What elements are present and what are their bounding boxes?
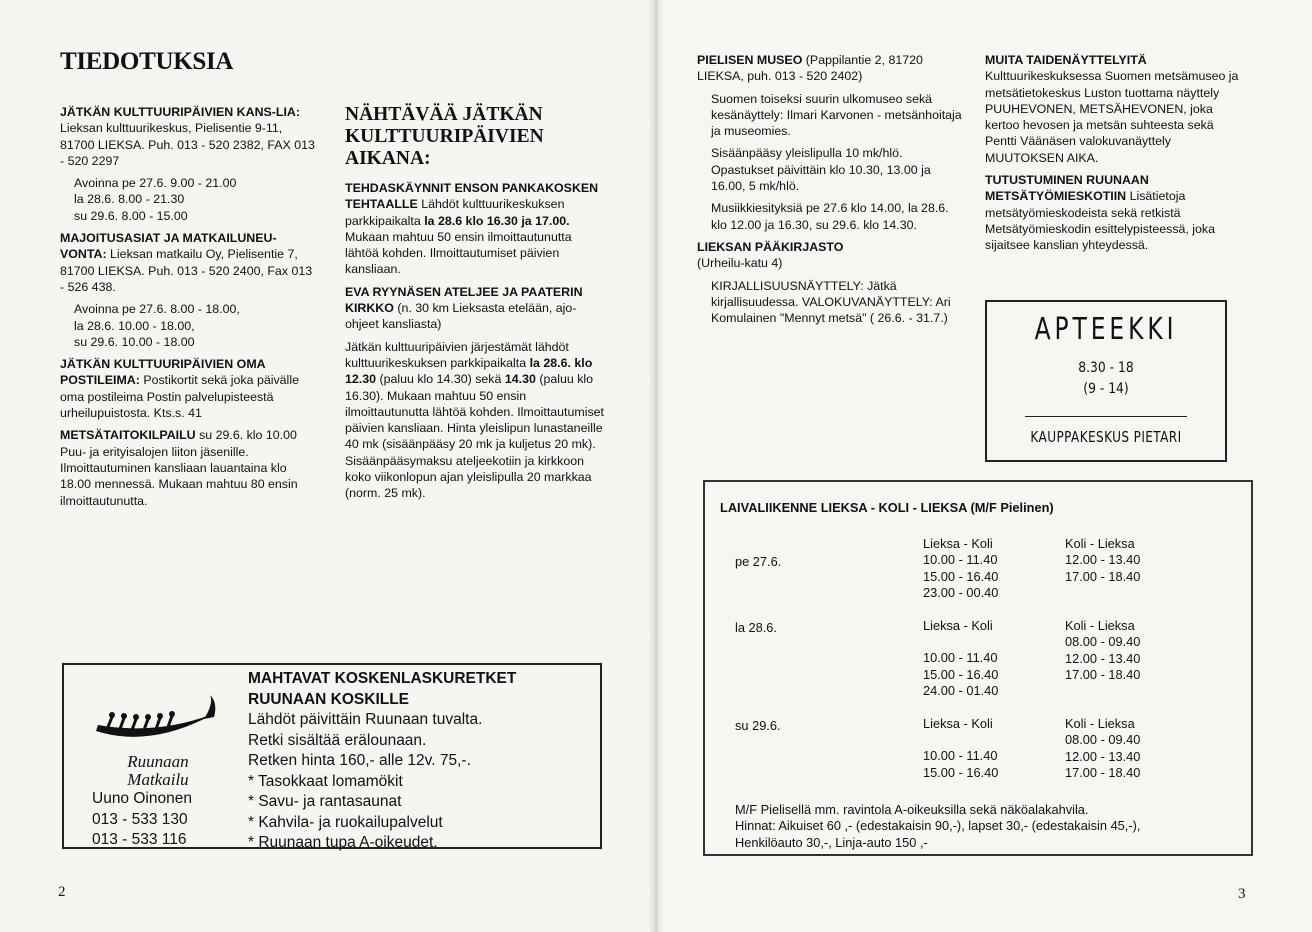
museum-address: (Pappilantie 2, 81720 LIEKSA, puh. 013 - 520 2402): [697, 53, 923, 84]
office-heading: JÄTKÄN KULTTUURIPÄIVIEN KANS-LIA:: [60, 105, 301, 119]
atelier-heading: EVA RYYNÄSEN ATELJEE JA PAATERIN KIRKKO: [345, 284, 583, 316]
route-head: Koli - Lieksa: [1065, 716, 1135, 731]
departure-time: 15.00 - 16.40: [923, 666, 999, 682]
trips-time-2: 14.30: [504, 372, 536, 387]
departure-time: 08.00 - 09.40: [1065, 732, 1141, 748]
tourism-hours-line: Avoinna pe 27.6. 8.00 - 18.00,: [74, 302, 240, 317]
departure-time: 10.00 - 11.40: [923, 552, 998, 568]
contact-phone: 013 - 533 130: [92, 810, 188, 828]
departure-time: 24.00 - 01.40: [923, 683, 999, 699]
atelier-info: [345, 284, 605, 333]
tourism-hours: [60, 301, 315, 350]
departure-time: 15.00 - 16.40: [923, 764, 999, 780]
right-column-2: [985, 52, 1240, 260]
ad-line: Retken hinta 160,- alle 12v. 75,-.: [248, 752, 471, 769]
library-heading: LIEKSAN PÄÄKIRJASTO: [697, 239, 844, 254]
library-address: (Urheilu-katu 4): [697, 256, 783, 271]
pharmacy-title: APTEEKKI: [1034, 312, 1178, 347]
trips-text-e: (paluu klo 16.30). Mukaan mahtuu 50 ensin ilmoittautunutta lähtöä kohden. Ilmoittautumiset päivien kansliaan. Hinta yleislipun lunastaneille 40 mk (sisäänpääsy 20 mk ja kuljetus 20 mk). Sisäänpääsymaksu ateljeekotiin ja kirkkoon koko viikonlopun ajan yleislipulla 20 markkaa (norm. 25 mk).: [345, 372, 604, 501]
factory-times: la 28.6 klo 16.30 ja 17.00.: [424, 213, 570, 228]
museum-info: [697, 52, 962, 85]
competition-body: su 29.6. klo 10.00 Puu- ja erityisalojen liiton jäsenille. Ilmoittautuminen kansliaan lauantaina klo 18.00 mennessä. Mukaan mahtuu 80 ensin ilmoittautunutta.: [60, 428, 298, 508]
ferry-day-label: pe 27.6.: [735, 554, 782, 569]
ruunaan-logo: [86, 689, 226, 789]
pharmacy-hours-saturday: (9 - 14): [1083, 381, 1129, 397]
ferry-route-back: [1065, 618, 1140, 684]
office-hours-line: la 28.6. 8.00 - 21.30: [74, 192, 185, 207]
tourism-body: Lieksan matkailu Oy, Pielisentie 7, 81700 LIEKSA. Puh. 013 - 520 2400, Fax 013 - 526 438.: [60, 247, 313, 294]
office-hours-line: Avoinna pe 27.6. 9.00 - 21.00: [74, 176, 237, 191]
departure-time: 12.00 - 13.40: [1065, 650, 1141, 666]
trips-time-1: la 28.6. klo 12.30: [345, 355, 593, 387]
sights-heading: NÄHTÄVÄÄ JÄTKÄN KULTTUURIPÄIVIEN AIKANA:: [345, 104, 544, 169]
pharmacy-divider: [1025, 416, 1187, 417]
office-hours-line: su 29.6. 8.00 - 15.00: [74, 208, 188, 223]
left-column: [60, 104, 315, 515]
logo-line-1: Ruunaan: [127, 752, 189, 771]
museum-entry: Sisäänpääsy yleislipulla 10 mk/hlö. Opastukset päivittäin klo 10.30, 13.00 ja 16.00, 5 mk/hlö.: [711, 146, 931, 194]
departure-time: 10.00 - 11.40: [923, 650, 998, 666]
pharmacy-location: KAUPPAKESKUS PIETARI: [1030, 428, 1182, 446]
ferry-heading: LAIVALIIKENNE LIEKSA - KOLI - LIEKSA (M/F Pielinen): [720, 500, 1054, 515]
ad-line: * Ruunaan tupa A-oikeudet.: [248, 834, 438, 851]
route-head: Lieksa - Koli: [923, 536, 993, 551]
ferry-schedule: [703, 480, 1253, 856]
ad-line: * Savu- ja rantasaunat: [248, 793, 402, 810]
ferry-note: Hinnat: Aikuiset 60 ,- (edestakaisin 90,-), lapset 30,- (edestakaisin 45,-),: [735, 818, 1141, 834]
page-number-left: 2: [58, 884, 66, 900]
office-info: [60, 104, 315, 169]
trips-text-c: (paluu klo 14.30) sekä: [379, 372, 502, 387]
spacer: [923, 634, 998, 650]
competition-heading: METSÄTAITOKILPAILU: [60, 428, 196, 443]
ferry-note: Henkilöauto 30,-, Linja-auto 150 ,-: [735, 834, 928, 850]
ad-line: * Tasokkaat lomamökit: [248, 772, 403, 790]
workers-home-heading: TUTUSTUMINEN RUUNAAN METSÄTYÖMIESKOTIIN: [985, 173, 1149, 204]
workers-home-body: Lisätietoja metsätyömieskodeista sekä retkistä Metsätyömieskodin esittelypisteessä, joka sijaitsee kanslian yhteydessä.: [985, 189, 1216, 253]
page-number-right: 3: [1238, 886, 1246, 902]
route-head: Koli - Lieksa: [1065, 536, 1135, 551]
exhibitions-body: Kulttuurikeskuksessa Suomen metsämuseo ja metsätietokeskus Luston tuottama näyttely PUUHEVONEN, METSÄHEVONEN, joka kertoo hevosen ja metsän suhteesta sekä Pentti Väänäsen valokuvanäyttely MUUTOKSEN AIKA.: [985, 69, 1239, 165]
departure-time: 17.00 - 18.40: [1065, 568, 1141, 584]
rafting-ad: [62, 663, 602, 849]
departure-time: 12.00 - 13.40: [1065, 748, 1141, 764]
ad-line: Retki sisältää erälounaan.: [248, 731, 427, 749]
ferry-day-label: su 29.6.: [735, 718, 781, 733]
spacer: [923, 732, 998, 748]
factory-heading: TEHDASKÄYNNIT ENSON PANKAKOSKEN TEHTAALLE: [345, 181, 599, 212]
route-head: Lieksa - Koli: [923, 716, 993, 731]
route-head: Koli - Lieksa: [1065, 618, 1135, 633]
tourism-hours-line: la 28.6. 10.00 - 18.00,: [74, 318, 195, 333]
atelier-body: (n. 30 km Lieksasta etelään, ajo-ohjeet kansliasta): [345, 301, 577, 332]
postmark-heading: JÄTKÄN KULTTUURIPÄIVIEN OMA POSTILEIMA:: [60, 357, 266, 388]
logo-line-2: Matkailu: [127, 770, 189, 789]
office-body: Lieksan kulttuurikeskus, Pielisentie 9-11, 81700 LIEKSA. Puh. 013 - 520 2382, FAX 013 - 520 2297: [60, 121, 315, 168]
library-info: [697, 239, 962, 272]
ad-contact: [92, 789, 192, 851]
ferry-route-out: [923, 716, 998, 781]
ad-text: [248, 669, 598, 854]
ad-line: Lähdöt päivittäin Ruunaan tuvalta.: [248, 711, 483, 728]
pharmacy-hours-weekday: 8.30 - 18: [1078, 360, 1134, 376]
factory-text-a: Lähdöt kulttuurikeskuksen parkkipaikalta: [345, 197, 565, 228]
atelier-trips: [345, 339, 605, 502]
museum-desc: Suomen toiseksi suurin ulkomuseo sekä kesänäyttely: Ilmari Karvonen - metsänhoitaja ja museomies.: [711, 91, 962, 139]
page-title: TIEDOTUKSIA: [60, 48, 234, 75]
departure-time: 17.00 - 18.40: [1065, 667, 1141, 683]
departure-time: 15.00 - 16.40: [923, 568, 999, 584]
exhibitions-heading: MUITA TAIDENÄYTTELYITÄ: [985, 53, 1147, 67]
departure-time: 08.00 - 09.40: [1065, 634, 1141, 650]
museum-music: Musiikkiesityksiä pe 27.6 klo 14.00, la 28.6. klo 12.00 ja 16.30, su 29.6. klo 14.30.: [711, 201, 949, 232]
pharmacy-hours: [1005, 358, 1207, 400]
competition-info: [60, 427, 315, 508]
ferry-day-label: la 28.6.: [735, 620, 777, 635]
pharmacy-ad: [985, 300, 1227, 462]
contact-phone: 013 - 533 116: [92, 831, 187, 848]
tourism-heading: MAJOITUSASIAT JA MATKAILUNEU-VONTA:: [60, 231, 277, 262]
route-head: Lieksa - Koli: [923, 618, 993, 633]
middle-column: [345, 104, 605, 508]
ferry-route-out: [923, 618, 998, 700]
departure-time: 23.00 - 00.40: [923, 585, 999, 601]
tourism-hours-line: su 29.6. 10.00 - 18.00: [74, 334, 195, 349]
ferry-notes: [735, 802, 1245, 851]
ad-line: * Kahvila- ja ruokailupalvelut: [248, 813, 443, 831]
departure-time: 10.00 - 11.40: [923, 748, 998, 764]
museum-heading: PIELISEN MUSEO: [697, 53, 803, 67]
ferry-note: M/F Pielisellä mm. ravintola A-oikeuksilla sekä näköalakahvila.: [735, 802, 1089, 817]
departure-time: 12.00 - 13.40: [1065, 552, 1141, 568]
contact-name: Uuno Oinonen: [92, 790, 192, 807]
exhibitions-info: [985, 52, 1240, 166]
library-exhibits: KIRJALLISUUSNÄYTTELY: Jätkä kirjallisuudessa. VALOKUVANÄYTTELY: Ari Komulainen "Mennyt metsä" ( 26.6. - 31.7.): [711, 278, 951, 326]
tourism-info: [60, 230, 315, 295]
factory-visit: [345, 180, 605, 278]
boat-icon: [86, 689, 226, 749]
workers-home-info: [985, 172, 1240, 253]
postmark-body: Postikortit sekä joka päivälle oma postileima Postin palvelupisteestä urheilupuistosta. Kts.s. 41: [60, 373, 299, 421]
trips-text-a: Jätkän kulttuuripäivien järjestämät lähdöt kulttuurikeskuksen parkkipaikalta: [345, 339, 569, 370]
ad-heading-2: RUUNAAN KOSKILLE: [248, 690, 410, 708]
factory-text-c: Mukaan mahtuu 50 ensin ilmoittautunutta lähtöä kohden. Ilmoittautumiset päivien kansliaan.: [345, 229, 572, 277]
ferry-route-out: [923, 536, 998, 602]
ferry-route-back: [1065, 536, 1140, 585]
ferry-route-back: [1065, 716, 1140, 782]
postmark-info: [60, 356, 315, 421]
office-hours: [60, 175, 315, 224]
departure-time: 17.00 - 18.40: [1065, 765, 1141, 781]
logo-text: [108, 753, 208, 789]
ad-heading-1: MAHTAVAT KOSKENLASKURETKET: [248, 670, 517, 687]
book-gutter: [648, 0, 664, 932]
left-page: [0, 0, 655, 932]
right-column-1: [697, 52, 962, 332]
